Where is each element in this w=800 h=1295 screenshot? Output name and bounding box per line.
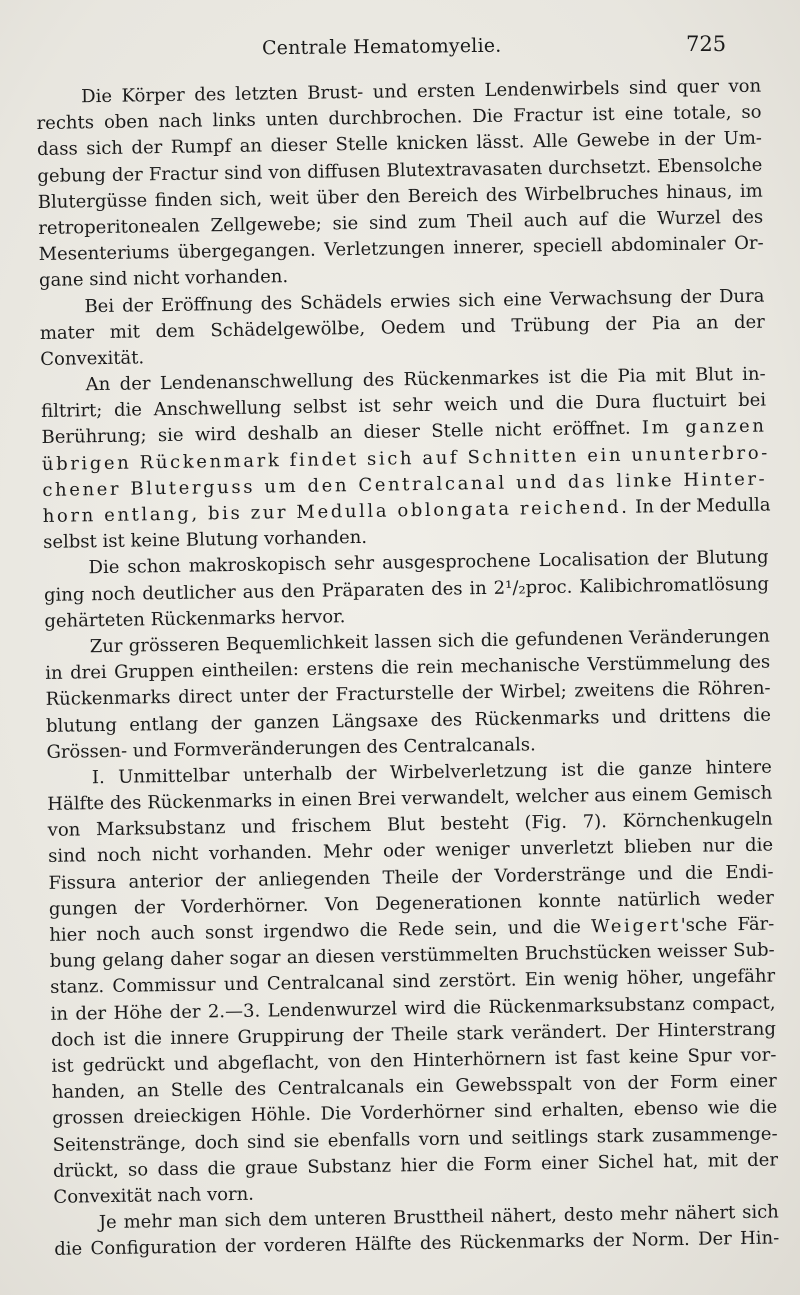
text-line: Rückenmarks direct unter der Fracturstelle der Wirbel; zweitens die Röhren-	[45, 677, 771, 711]
text-line: retroperitonealen Zellgewebe; sie sind zum Theil auch auf die Wurzel des	[38, 206, 764, 239]
text-line: Je mehr man sich dem unteren Brusttheil nähert, desto mehr nähert sich	[98, 1201, 779, 1234]
running-title: Centrale Hematomyelie.	[261, 34, 502, 60]
body-text	[36, 74, 779, 1264]
text-line: von Marksubstanz und frischem Blut besteht (Fig. 7). Körnchenkugeln	[47, 808, 773, 842]
text-line: Die schon makroskopisch sehr ausgesprochene Localisation der Blutung	[88, 546, 769, 579]
text-line: Seitenstränge, doch sind sie ebenfalls vorn und seitlings stark zusammenge-	[52, 1122, 778, 1156]
text-line: An der Lendenanschwellung des Rückenmarkes ist die Pia mit Blut in-	[85, 363, 766, 396]
spaced-text: Im ganzen	[641, 416, 767, 439]
text-line: doch ist die innere Gruppirung der Theile stark verändert. Der Hinterstrang	[50, 1018, 777, 1051]
text-line: in drei Gruppen eintheilen: erstens die rein mechanische Verstümmelung des	[45, 651, 771, 685]
text-line: grossen dreieckigen Höhle. Die Vorderhörner sind erhalten, ebenso wie die	[52, 1096, 778, 1130]
text-line: die Configuration der vorderen Hälfte des Rückenmarks der Norm. Der Hin-	[54, 1227, 780, 1261]
text-line: gane sind nicht vorhanden.	[38, 266, 289, 292]
text-line: Hälfte des Rückenmarks in einen Brei verwandelt, welcher aus einem Gemisch	[47, 782, 773, 815]
text-line: chener Bluterguss um den Centralcanal und das linke Hinter-	[42, 468, 768, 501]
text-line: Zur grösseren Bequemlichkeit lassen sich die gefundenen Veränderungen	[89, 625, 770, 658]
text-line: Grössen- und Formveränderungen des Centralcanals.	[46, 733, 536, 763]
text-line: gehärteten Rückenmarks hervor.	[44, 605, 346, 632]
text-line: ist gedrückt und abgeflacht, von den Hinterhörnern ist fast keine Spur vor-	[51, 1044, 777, 1077]
text-line: Die Körper des letzten Brust- und ersten Lendenwirbels sind quer von	[81, 75, 762, 108]
text-line: in der Höhe der 2.—3. Lendenwurzel wird die Rückenmarksubstanz compact,	[50, 992, 776, 1025]
text-line: Convexität nach vorn.	[53, 1183, 255, 1208]
text-line: Bei der Eröffnung des Schädels erwies sich eine Verwachsung der Dura	[84, 285, 765, 317]
text-line: bung gelang daher sogar an diesen verstümmelten Bruchstücken weisser Sub-	[49, 939, 775, 973]
page-header	[0, 32, 800, 62]
text-segment: hier noch auch sonst irgendwo die Rede sein, und die	[49, 916, 581, 946]
text-line: Blutergüsse finden sich, weit über den Bereich des Wirbelbruches hinaus, im	[37, 180, 763, 213]
text-line: sind noch nicht vorhanden. Mehr oder weniger unverletzt blieben nur die	[47, 834, 774, 868]
text-line: mater mit dem Schädelgewölbe, Oedem und Trübung der Pia an der	[39, 311, 765, 344]
text-segment: In der Medulla	[635, 494, 771, 518]
text-segment: Berührung; sie wird deshalb an dieser Stelle nicht eröffnet.	[41, 418, 631, 449]
spaced-text: Weigert	[590, 914, 681, 938]
text-line: rechts oben nach links unten durchbrochen. Die Fractur ist eine totale, so	[36, 101, 762, 135]
text-line: filtrirt; die Anschwellung selbst ist sehr weich und die Dura fluctuirt bei	[40, 389, 767, 423]
spaced-text: horn entlang, bis zur Medulla oblongata reichend.	[42, 496, 630, 527]
text-line: übrigen Rückenmark findet sich auf Schnitten ein ununterbro-	[41, 442, 771, 475]
text-line: drückt, so dass die graue Substanz hier die Form einer Sichel hat, mit der	[52, 1149, 779, 1182]
text-line: stanz. Commissur und Centralcanal sind zerstört. Ein wenig höher, ungefähr	[50, 965, 776, 999]
text-line: selbst ist keine Blutung vorhanden.	[43, 527, 368, 554]
text-line: gebung der Fractur sind von diffusen Blutextravasaten durchsetzt. Ebensolche	[37, 154, 763, 187]
text-line: Convexität.	[40, 347, 145, 370]
text-line: handen, an Stelle des Centralcanals ein Gewebsspalt von der Form einer	[51, 1070, 777, 1103]
text-line: dass sich der Rumpf an dieser Stelle knicken lässt. Alle Gewebe in der Um-	[36, 127, 763, 161]
text-segment: 'sche Fär-	[680, 913, 775, 936]
page-number: 725	[686, 32, 727, 56]
text-line: gungen der Vorderhörner. Von Degenerationen konnte natürlich weder	[48, 887, 775, 920]
text-line: Mesenteriums übergegangen. Verletzungen innerer, speciell abdominaler Or-	[38, 232, 764, 266]
text-line: I. Unmittelbar unterhalb der Wirbelverletzung ist die ganze hintere	[91, 756, 772, 789]
text-line: ging noch deutlicher aus den Präparaten des in 2¹/₂proc. Kalibichromatlösung	[43, 573, 770, 606]
text-line: blutung entlang der ganzen Längsaxe des Rückenmarks und drittens die	[45, 704, 772, 737]
text-line: Fissura anterior der anliegenden Theile der Vorderstränge und die Endi-	[48, 861, 774, 894]
